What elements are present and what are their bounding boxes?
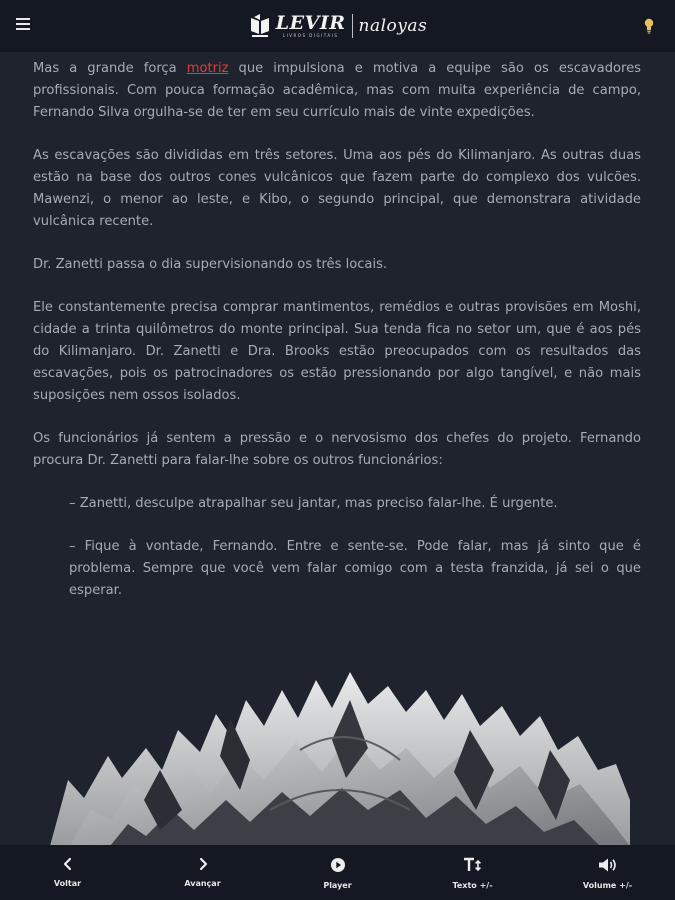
bottom-nav [0,845,675,900]
text-size-button[interactable] [405,845,540,900]
article-body [33,58,641,623]
book-logo-icon [248,14,272,38]
top-bar [0,0,675,52]
mountain-illustration [50,660,630,846]
brand-levir [276,14,346,38]
forward-label: Avançar [184,879,221,888]
text-size-label: Texto +/- [452,881,493,890]
dialog-line-1: – Zanetti, desculpe atrapalhar seu jantar, mas preciso falar-lhe. É urgente. [69,496,558,511]
volume-label: Volume +/- [582,881,633,890]
paragraph-4: Ele constantemente precisa comprar mantimentos, remédios e outras provisões em Moshi, cidade a trinta quilômetros do monte principal. Sua tenda fica no setor um, que é aos pés do Kilimanjaro. Dr. Zanetti e Dra. Brooks estão preocupados com os resultados das escavações, pois os patrocinadores os estão pressionando por algo tangível, e não mais suposições nem ossos isolados. [33,300,641,403]
brand-secondary-name: naloyas [358,16,428,36]
chevron-right-icon [197,857,209,871]
brand-primary-subtitle: LIVROS DIGITAIS [282,33,339,38]
hamburger-menu-icon [16,18,30,20]
paragraph-3: Dr. Zanetti passa o dia supervisionando os três locais. [33,257,388,272]
hamburger-menu-icon-line [16,28,30,30]
paragraph-1-text-start: Mas a grande força [33,61,187,76]
brand-logo [248,0,428,52]
back-label: Voltar [53,879,82,888]
player-button[interactable] [270,845,405,900]
player-label: Player [323,881,352,890]
paragraph-5: Os funcionários já sentem a pressão e o nervosismo dos chefes do projeto. Fernando procura Dr. Zanetti para falar-lhe sobre os outros funcionários: [33,431,641,468]
glossary-link-motriz[interactable]: motriz [186,61,229,76]
hamburger-menu-icon-line [16,23,30,25]
text-size-icon [463,857,483,873]
dialog-line-2: – Fique à vontade, Fernando. Entre e sente-se. Pode falar, mas já sinto que é problema. Sempre que você vem falar comigo com a testa franzida, já sei o que esperar. [69,539,641,598]
theme-button[interactable] [643,17,655,35]
menu-button[interactable] [16,18,30,32]
paragraph-1-text-end: que impulsiona e motiva a equipe são os escavadores profissionais. Com pouca formação acadêmica, mas com muita experiência de campo, Fernando Silva orgulha-se de ter em seu currículo mais de vinte expedições. [33,61,641,120]
paragraph-2: As escavações são divididas em três setores. Uma aos pés do Kilimanjaro. As outras duas estão na base dos outros cones vulcânicos que fazem parte do complexo dos vulcões. Mawenzi, o menor ao leste, e Kibo, o segundo principal, que demonstrara atividade vulcânica recente. [33,148,641,229]
brand-divider [352,14,353,38]
play-circle-icon [330,857,346,873]
chevron-left-icon [62,857,74,871]
lightbulb-icon [643,17,655,35]
volume-button[interactable] [540,845,675,900]
paragraph-1 [33,58,641,124]
back-button[interactable] [0,845,135,900]
forward-button[interactable] [135,845,270,900]
volume-icon [598,857,618,873]
brand-primary-name: LEVIR [275,12,346,34]
